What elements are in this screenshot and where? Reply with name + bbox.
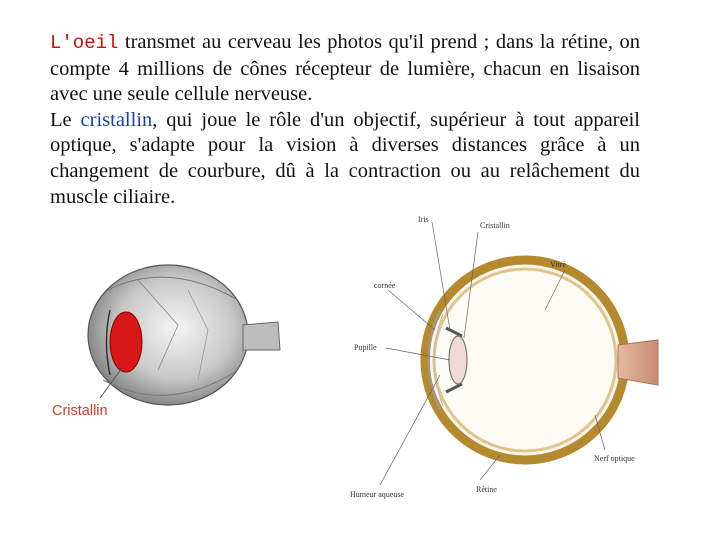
lens-red — [110, 312, 142, 372]
paragraph-cristallin — [50, 108, 640, 210]
paragraph-oeil-text: transmet au cerveau les photos qu'il prend ; dans la rétine, on compte 4 millions de cônes récepteur de lumière, chacun en lisaison avec une seule cellule nerveuse. — [50, 31, 640, 106]
eye-3d-illustration — [48, 250, 293, 430]
label-retine: Rétine — [476, 485, 497, 494]
paragraph-oeil — [50, 30, 640, 108]
lens — [449, 336, 467, 384]
paragraph-cristallin-prefix: Le — [50, 108, 81, 131]
label-vitre: Vitré — [550, 260, 566, 269]
keyword-cristallin: cristallin — [80, 108, 153, 131]
paragraph-cristallin-text: , qui joue le rôle d'un objectif, supérieur à tout appareil optique, s'adapte pour la vision à diverses distances grâce à un changement de courbure, dû à la contraction ou au relâchement du muscle ciliaire. — [50, 108, 640, 208]
label-cornee: cornée — [374, 281, 396, 290]
humeur-pointer — [380, 375, 440, 485]
label-humeur-aqueuse: Humeur aqueuse — [350, 490, 404, 499]
label-cristallin: Cristallin — [480, 221, 510, 230]
retine-pointer — [480, 455, 500, 480]
eye-section-diagram — [340, 210, 660, 510]
keyword-oeil: L'oeil — [50, 32, 119, 54]
label-nerf-optique: Nerf optique — [594, 454, 635, 463]
optic-nerve — [618, 340, 658, 385]
optic-nerve-stub — [243, 322, 280, 350]
label-pupille: Pupille — [354, 343, 377, 352]
cornee-pointer — [388, 290, 435, 330]
label-iris: Iris — [418, 215, 429, 224]
description-text — [50, 30, 640, 210]
cristallin-label: Cristallin — [52, 403, 108, 419]
